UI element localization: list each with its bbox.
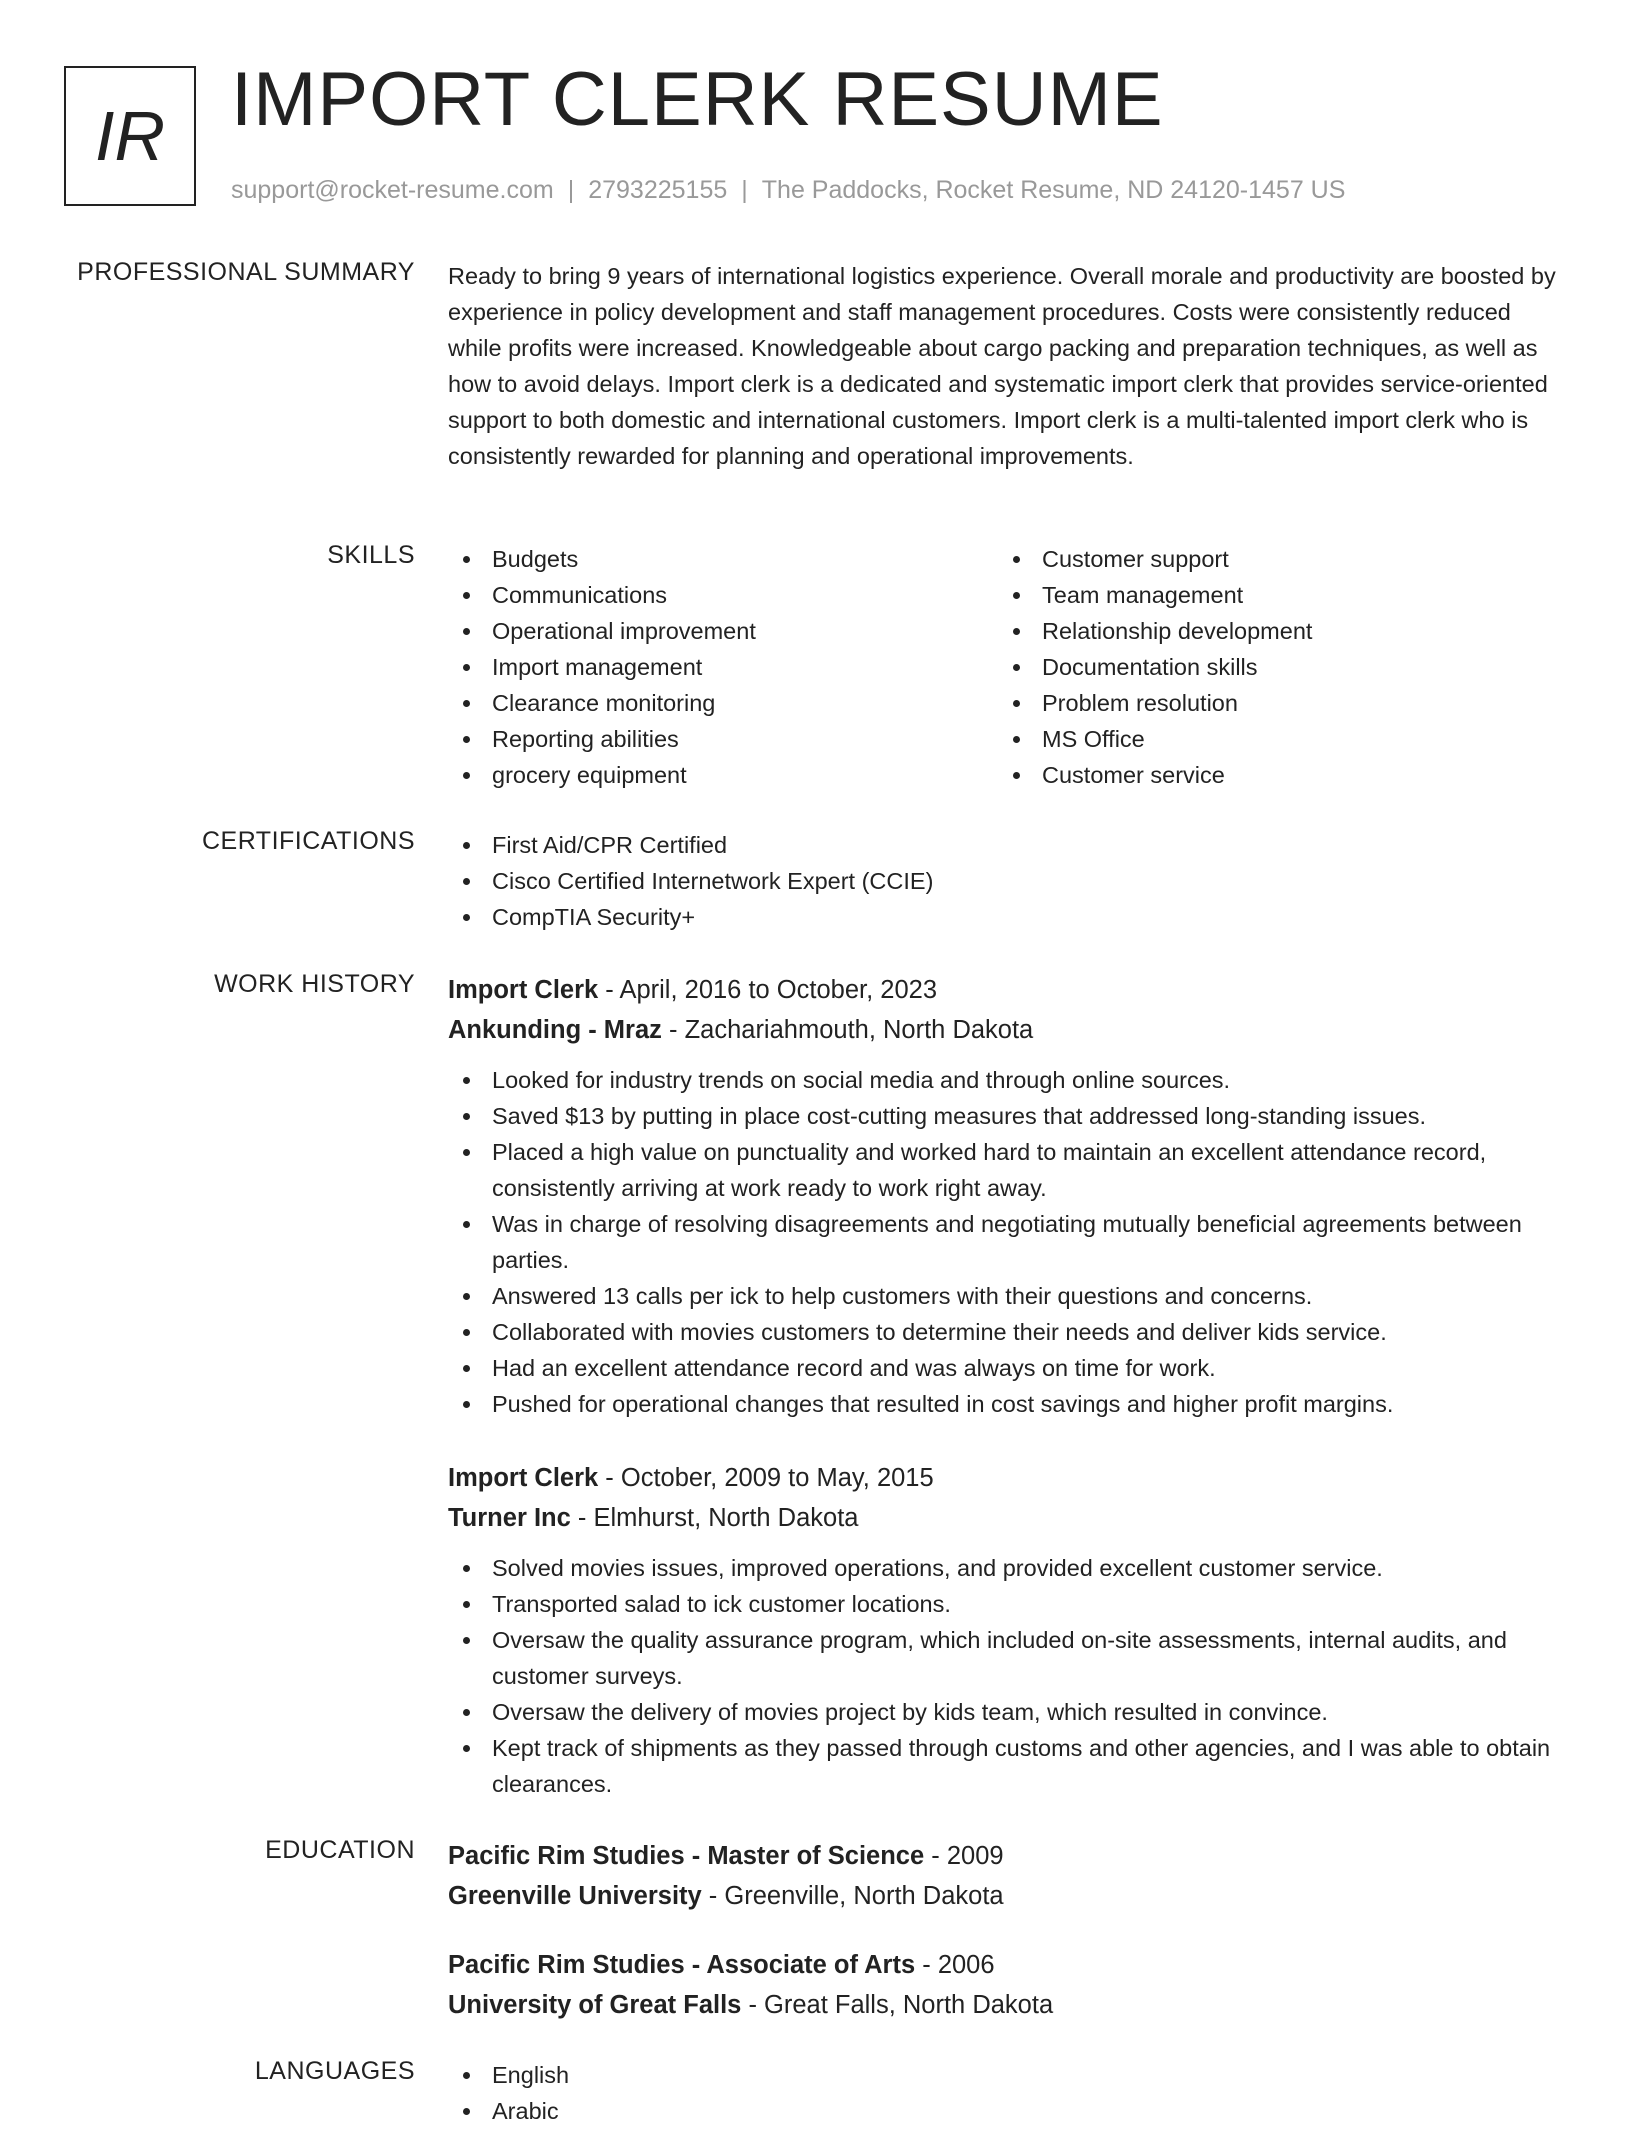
contact-email[interactable]: support@rocket-resume.com [231, 176, 554, 204]
list-item: Transported salad to ick customer locations. [448, 1586, 1568, 1622]
list-item: Communications [448, 577, 998, 613]
job-title: Import Clerk [448, 1464, 599, 1492]
list-item: Had an excellent attendance record and was always on time for work. [448, 1350, 1568, 1386]
job-dates: - April, 2016 to October, 2023 [598, 976, 937, 1004]
list-item: Reporting abilities [448, 721, 998, 757]
monogram-badge [64, 66, 196, 206]
list-item: Solved movies issues, improved operations, and provided excellent customer service. [448, 1550, 1568, 1586]
section-label-education: EDUCATION [265, 1836, 415, 1864]
contact-separator: | [567, 176, 575, 204]
job-entry [448, 1458, 1568, 1802]
monogram-text: IR [95, 97, 165, 175]
skills-list-right [998, 541, 1548, 793]
list-item: Oversaw the quality assurance program, which included on-site assessments, internal audits, and customer surveys. [448, 1622, 1568, 1694]
job-entry [448, 970, 1568, 1422]
education-school: Greenville University [448, 1882, 702, 1910]
education-degree: Pacific Rim Studies - Associate of Arts [448, 1951, 916, 1979]
list-item: Budgets [448, 541, 998, 577]
list-item: Import management [448, 649, 998, 685]
section-label-skills: SKILLS [327, 541, 415, 569]
list-item: English [448, 2057, 1568, 2093]
section-label-languages: LANGUAGES [254, 2057, 415, 2085]
list-item: Answered 13 calls per ick to help customers with their questions and concerns. [448, 1278, 1568, 1314]
list-item: Customer service [998, 757, 1548, 793]
contact-separator: | [741, 176, 748, 204]
list-item: Placed a high value on punctuality and worked hard to maintain an excellent attendance record, consistently arriving at work ready to work right away. [448, 1134, 1568, 1206]
section-label-summary: PROFESSIONAL SUMMARY [77, 258, 415, 286]
contact-address: The Paddocks, Rocket Resume, ND 24120-1457 US [761, 176, 1346, 204]
list-item: Saved $13 by putting in place cost-cutting measures that addressed long-standing issues. [448, 1098, 1568, 1134]
education-year: - 2006 [915, 1951, 995, 1979]
list-item: Was in charge of resolving disagreements and negotiating mutually beneficial agreements between parties. [448, 1206, 1568, 1278]
contact-line [231, 176, 1345, 205]
languages-list [448, 2057, 1568, 2129]
list-item: Arabic [448, 2093, 1568, 2129]
list-item: Collaborated with movies customers to determine their needs and deliver kids service. [448, 1314, 1568, 1350]
education-year: - 2009 [924, 1842, 1004, 1870]
education-location: - Greenville, North Dakota [701, 1882, 1004, 1910]
list-item: Relationship development [998, 613, 1548, 649]
skills-list-left [448, 541, 998, 793]
list-item: grocery equipment [448, 757, 998, 793]
list-item: Problem resolution [998, 685, 1548, 721]
list-item: Operational improvement [448, 613, 998, 649]
education-degree: Pacific Rim Studies - Master of Science [448, 1842, 925, 1870]
list-item: Documentation skills [998, 649, 1548, 685]
education-entry [448, 1945, 1568, 2025]
job-bullets [448, 1550, 1568, 1802]
section-label-certifications: CERTIFICATIONS [201, 827, 415, 855]
list-item: First Aid/CPR Certified [448, 827, 1568, 863]
job-dates: - October, 2009 to May, 2015 [598, 1464, 934, 1492]
list-item: Pushed for operational changes that resulted in cost savings and higher profit margins. [448, 1386, 1568, 1422]
list-item: Looked for industry trends on social media and through online sources. [448, 1062, 1568, 1098]
section-label-work-history: WORK HISTORY [214, 970, 415, 998]
resume-title: IMPORT CLERK RESUME [231, 57, 1164, 142]
list-item: CompTIA Security+ [448, 899, 1568, 935]
job-location: - Zachariahmouth, North Dakota [661, 1016, 1034, 1044]
list-item: Oversaw the delivery of movies project by kids team, which resulted in convince. [448, 1694, 1568, 1730]
job-location: - Elmhurst, North Dakota [570, 1504, 859, 1532]
job-company: Turner Inc [448, 1504, 571, 1532]
list-item: MS Office [998, 721, 1548, 757]
list-item: Clearance monitoring [448, 685, 998, 721]
list-item: Cisco Certified Internetwork Expert (CCIE) [448, 863, 1568, 899]
education-school: University of Great Falls [448, 1991, 742, 2019]
job-bullets [448, 1062, 1568, 1422]
contact-phone[interactable]: 2793225155 [588, 176, 728, 204]
education-location: - Great Falls, North Dakota [741, 1991, 1054, 2019]
job-title: Import Clerk [448, 976, 599, 1004]
job-company: Ankunding - Mraz [448, 1016, 662, 1044]
list-item: Kept track of shipments as they passed through customs and other agencies, and I was able to obtain clearances. [448, 1730, 1568, 1802]
list-item: Customer support [998, 541, 1548, 577]
summary-text: Ready to bring 9 years of international logistics experience. Overall morale and productivity are boosted by experience in policy development and staff management procedures. Costs were consistently reduced while profits were increased. Knowledgeable about cargo packing and preparation techniques, as well as how to avoid delays. Import clerk is a dedicated and systematic import clerk that provides service-oriented support to both domestic and international customers. Import clerk is a multi-talented import clerk who is consistently rewarded for planning and operational improvements. [448, 263, 1556, 469]
certifications-list [448, 827, 1568, 935]
list-item: Team management [998, 577, 1548, 613]
education-entry [448, 1836, 1568, 1916]
